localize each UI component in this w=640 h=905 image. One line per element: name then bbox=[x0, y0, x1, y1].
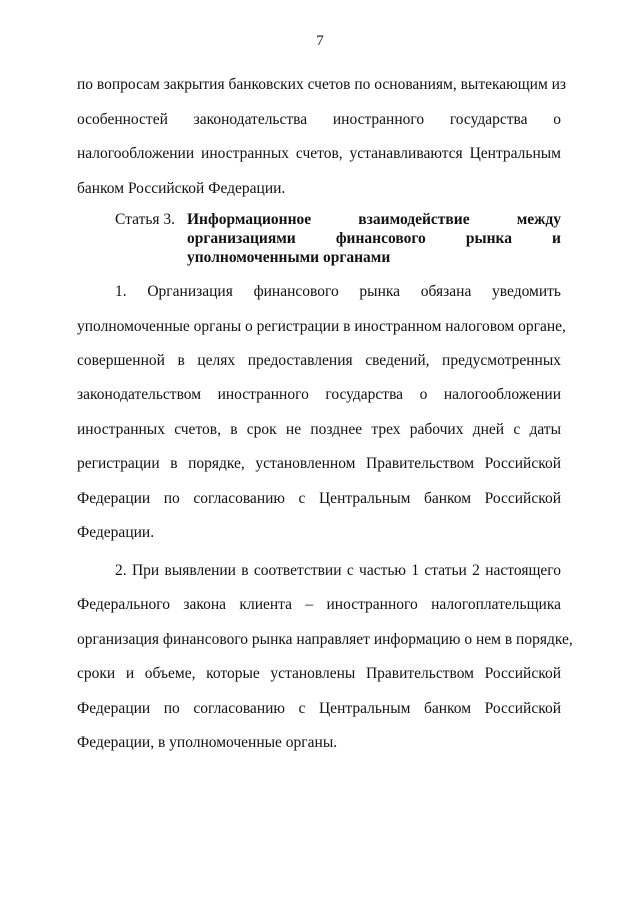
text-line: Федерального закона клиента – иностранного налогоплательщика bbox=[77, 596, 561, 613]
article-title-line: организациями финансового рынка и bbox=[187, 230, 561, 247]
text-line: Федерации по согласованию с Центральным банком Российской bbox=[77, 490, 561, 507]
text-line: законодательством иностранного государства о налогообложении bbox=[77, 386, 561, 403]
article-label: Статья 3. bbox=[115, 211, 176, 228]
text-line: иностранных счетов, в срок не позднее трех рабочих дней с даты bbox=[77, 421, 561, 438]
text-line: особенностей законодательства иностранного государства о bbox=[77, 111, 561, 128]
text-line: Федерации, в уполномоченные органы. bbox=[77, 734, 338, 751]
text-line: сроки и объеме, которые установлены Правительством Российской bbox=[77, 665, 561, 682]
page-number: 7 bbox=[316, 33, 324, 49]
text-line: по вопросам закрытия банковских счетов по основаниям, вытекающим из bbox=[77, 76, 567, 93]
text-line: регистрации в порядке, установленном Правительством Российской bbox=[77, 455, 561, 472]
text-line: Федерации по согласованию с Центральным банком Российской bbox=[77, 700, 561, 717]
text-line: уполномоченные органы о регистрации в иностранном налоговом органе, bbox=[77, 318, 566, 335]
text-line: налогообложении иностранных счетов, устанавливаются Центральным bbox=[77, 145, 561, 162]
text-line: совершенной в целях предоставления сведений, предусмотренных bbox=[77, 352, 561, 369]
text-line: 1. Организация финансового рынка обязана уведомить bbox=[115, 283, 561, 300]
article-title-line: уполномоченными органами bbox=[187, 249, 391, 266]
article-title-line: Информационное взаимодействие между bbox=[187, 211, 561, 228]
text-line: 2. При выявлении в соответствии с частью 1 статьи 2 настоящего bbox=[115, 562, 561, 579]
text-line: банком Российской Федерации. bbox=[77, 180, 286, 197]
text-line: организация финансового рынка направляет информацию о нем в порядке, bbox=[77, 631, 573, 648]
text-line: Федерации. bbox=[77, 524, 155, 541]
